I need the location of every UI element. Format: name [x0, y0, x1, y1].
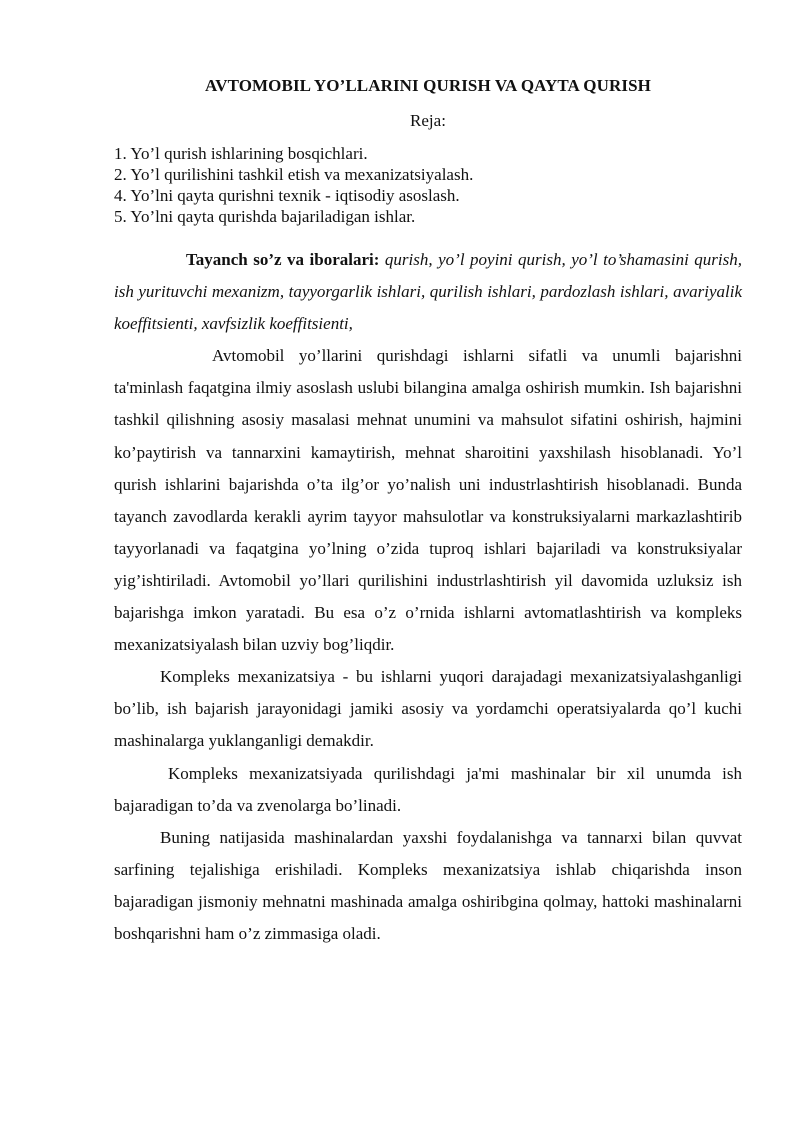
plan-heading: Reja:	[410, 111, 446, 130]
keywords-label: Tayanch so’z va iboralari:	[186, 250, 380, 269]
keywords-text: qurish, yo’l poyini qurish, yo’l to’shamasini qurish, ish yurituvchi mexanizm, tayyorgarlik ishlari, qurilish ishlari, pardozlash ishlari, avariyalik koeffitsienti, xavfsizlik koeffitsienti,	[114, 250, 742, 334]
body-paragraph: Kompleks mexanizatsiyada qurilishdagi ja'mi mashinalar bir xil unumda ish bajaradigan to’da va zvenolarga bo’linadi.	[114, 763, 742, 815]
plan-list	[114, 143, 754, 227]
body-paragraph: Avtomobil yo’llarini qurishdagi ishlarni sifatli va unumli bajarishni ta'minlash faqatgina ilmiy asoslash uslubi bilangina amalga oshirish mumkin. Ish bajarishni tashkil qilishning asosiy masalasi mehnat unumini va mahsulot sifatini oshirish, hajmini ko’paytirish va tannarxini kamaytirish, mehnat sharoitini yaxshilash hisoblanadi. Yo’l qurish ishlarini bajarishda o’ta ilg’or yo’nalish uni industrlashtirish hisoblanadi. Bunda tayanch zavodlarda kerakli ayrim tayyor mahsulotlar va konstruksiyalarni markazlashtirib tayyorlanadi va faqatgina yo’lning o’zida tuproq ishlari bajariladi va konstruksiyalar yig’ishtiriladi. Avtomobil yo’llari qurilishini industrlashtirish yil davomida uzluksiz ish bajarishga imkon yaratadi. Bu esa o’z o’rnida ishlarni avtomatlashtirish va kompleks mexanizatsiyalash bilan uzviy bog’liqdir.	[114, 346, 742, 655]
document-title: AVTOMOBIL YO’LLARINI QURISH VA QAYTA QURISH	[205, 76, 651, 95]
keywords-paragraph	[114, 244, 742, 340]
body-paragraph: Kompleks mexanizatsiya - bu ishlarni yuqori darajadagi mexanizatsiyalashganligi bo’lib, ish bajarish jarayonidagi jamiki asosiy va yordamchi operatsiyalarda qo’l kuchi mashinalarga yuklanganligi demakdir.	[114, 667, 742, 751]
plan-item: 2. Yo’l qurilishini tashkil etish va mexanizatsiyalash.	[114, 165, 474, 184]
plan-item: 4. Yo’lni qayta qurishni texnik - iqtisodiy asoslash.	[114, 186, 460, 205]
body-paragraph: Buning natijasida mashinalardan yaxshi foydalanishga va tannarxi bilan quvvat sarfining tejalishiga erishiladi. Kompleks mexanizatsiya ishlab chiqarishda inson bajaradigan jismoniy mehnatni mashinada amalga oshiribgina qolmay, hattoki mashinalarni boshqarishni ham o’z zimmasiga oladi.	[114, 827, 742, 943]
plan-item: 5. Yo’lni qayta qurishda bajariladigan ishlar.	[114, 207, 416, 226]
plan-item: 1. Yo’l qurish ishlarining bosqichlari.	[114, 144, 368, 163]
document-body	[114, 244, 742, 950]
